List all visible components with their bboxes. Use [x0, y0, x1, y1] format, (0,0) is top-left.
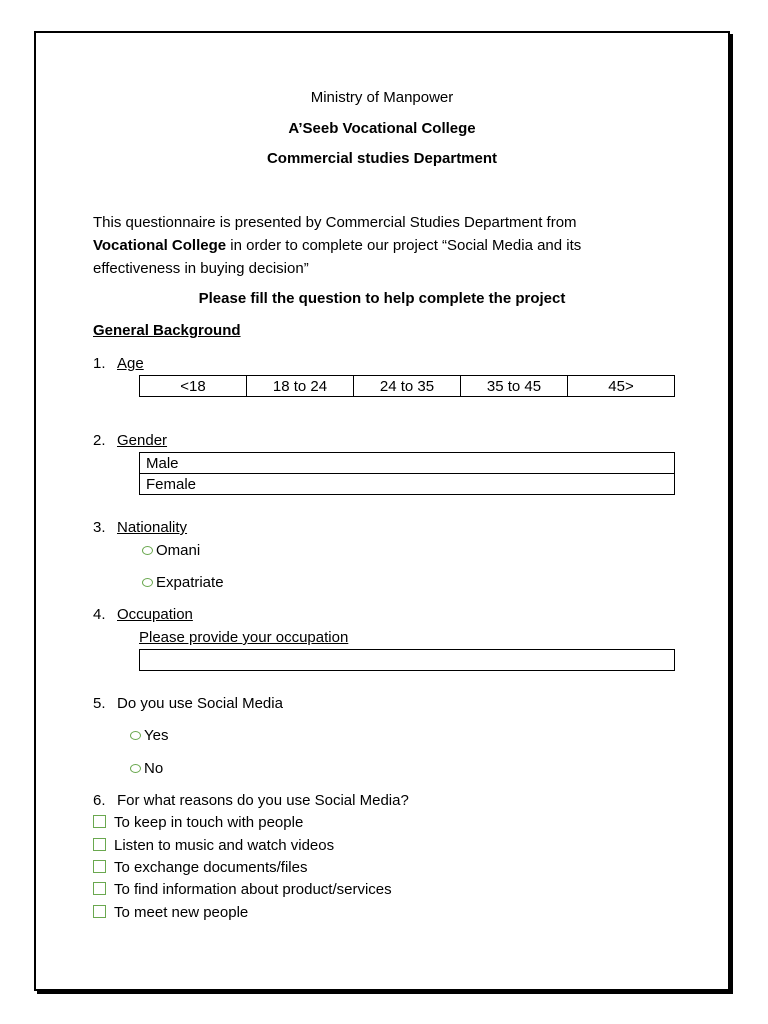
age-option[interactable]: <18	[140, 376, 247, 397]
header-ministry: Ministry of Manpower	[310, 89, 454, 106]
gender-option-female[interactable]: Female	[140, 474, 675, 495]
reason-option[interactable]: To keep in touch with people	[93, 814, 303, 831]
question-social-media-label: Do you use Social Media	[117, 695, 283, 712]
age-option[interactable]: 35 to 45	[461, 376, 568, 397]
question-reasons: 6. For what reasons do you use Social Media?	[93, 792, 409, 809]
question-social-media: 5. Do you use Social Media	[93, 695, 283, 712]
intro-paragraph	[93, 211, 653, 280]
question-nationality-label: Nationality	[117, 519, 188, 536]
reason-option[interactable]: To exchange documents/files	[93, 859, 307, 876]
header-department: Commercial studies Department	[266, 150, 498, 167]
reason-option[interactable]: To meet new people	[93, 904, 248, 921]
question-nationality: 3. Nationality	[93, 519, 188, 536]
question-age: 1. Age	[93, 355, 144, 372]
age-option[interactable]: 24 to 35	[354, 376, 461, 397]
age-option[interactable]: 18 to 24	[247, 376, 354, 397]
question-occupation: 4. Occupation	[93, 606, 193, 623]
question-occupation-label: Occupation	[117, 606, 193, 623]
section-title: General Background	[93, 322, 241, 339]
checkbox-icon[interactable]	[93, 905, 106, 918]
age-options-table	[139, 375, 675, 397]
radio-icon[interactable]	[130, 731, 141, 740]
checkbox-icon[interactable]	[93, 882, 106, 895]
radio-icon[interactable]	[142, 578, 153, 587]
nationality-option-omani[interactable]: Omani	[142, 542, 200, 559]
header-college: A’Seeb Vocational College	[288, 120, 476, 137]
reason-option[interactable]: Listen to music and watch videos	[93, 837, 334, 854]
radio-icon[interactable]	[142, 546, 153, 555]
intro-text-bold: Vocational College	[93, 237, 227, 254]
radio-icon[interactable]	[130, 764, 141, 773]
age-option[interactable]: 45>	[568, 376, 675, 397]
nationality-option-expatriate[interactable]: Expatriate	[142, 574, 224, 591]
social-media-option-no[interactable]: No	[130, 760, 163, 777]
question-reasons-label: For what reasons do you use Social Media?	[117, 792, 409, 809]
intro-text-1: This questionnaire is presented by Commercial Studies Department from	[93, 214, 577, 231]
social-media-option-yes[interactable]: Yes	[130, 727, 168, 744]
intro-text-2: in order to complete our project “Social Media and its effectiveness in buying decision”	[93, 237, 582, 277]
checkbox-icon[interactable]	[93, 860, 106, 873]
checkbox-icon[interactable]	[93, 838, 106, 851]
gender-option-male[interactable]: Male	[140, 453, 675, 474]
checkbox-icon[interactable]	[93, 815, 106, 828]
occupation-prompt: Please provide your occupation	[139, 629, 349, 646]
question-gender-label: Gender	[117, 432, 168, 449]
question-gender: 2. Gender	[93, 432, 168, 449]
instruction-text: Please fill the question to help complete the project	[198, 290, 566, 307]
reason-option[interactable]: To find information about product/services	[93, 881, 392, 898]
occupation-input[interactable]	[139, 649, 675, 671]
question-age-label: Age	[117, 355, 144, 372]
gender-options-table	[139, 452, 675, 495]
